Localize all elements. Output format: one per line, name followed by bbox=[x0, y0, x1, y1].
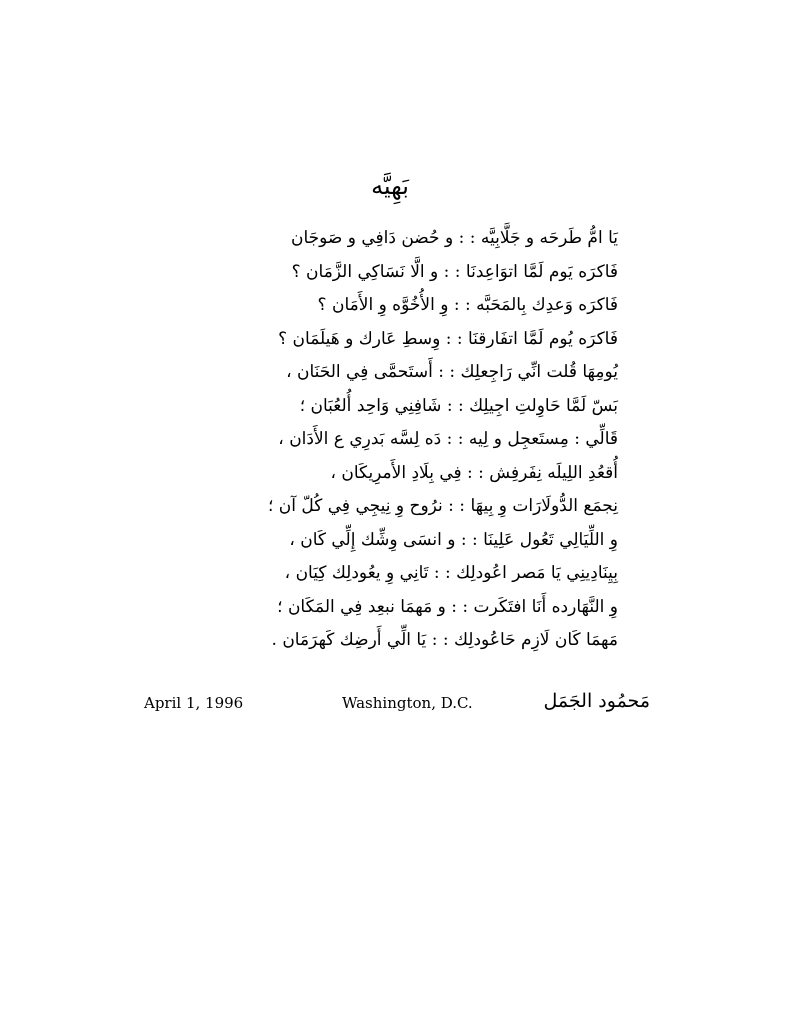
poem-line: أُقعُدِ اللِيلَه نِفَرفِش : : فِي بِلَادِ الأَمرِيكَان ، bbox=[330, 462, 618, 483]
poem-line: فَاكرَه يُوم لَمَّا اتفَارقنَا : : وِسطِ عَارك و هَيلَمَان ؟ bbox=[278, 328, 618, 349]
date-line: April 1, 1996 bbox=[144, 694, 244, 712]
poem-body bbox=[268, 222, 618, 658]
poem-line: وِ النَّهَارده أَنَا افتَكَرت : : و مَهمَا نبعِد فِي المَكَان ؛ bbox=[277, 596, 618, 617]
poem-line: فَاكرَه وَعدِك بِالمَحَبَّه : : وِ الأُخُوَّه وِ الأَمَان ؟ bbox=[317, 295, 618, 315]
poem-line: مَهمَا كَان لَازِم حَاعُودلِك : : يَا الِّي أَرضِك كَهرَمَان . bbox=[271, 630, 618, 650]
poem-line: يُومِهَا قُلت انِّي رَاجِعلِك : : أَستَحمَّى فِي الحَنَان ، bbox=[286, 362, 618, 382]
poem-line: نِجمَع الدُّولَارَات وِ بِيهَا : : نرُوح وِ نِيجِي فِي كُلّ آن ؛ bbox=[267, 496, 618, 516]
poem-line: قَالِّي : مِستَعجِل و لِيه : : دَه لِسَّه بَدرِي ع الأَدَان ، bbox=[278, 429, 618, 449]
poem-title: بَهِيَّه bbox=[371, 172, 409, 200]
author-signature: مَحمُود الجَمَل bbox=[543, 690, 650, 712]
place-line: Washington, D.C. bbox=[342, 694, 473, 712]
poem-line: بَسّ لَمَّا حَاوِلتِ اجِيلِك : : شَافِنِي وَاحِد أُلعُبَان ؛ bbox=[299, 395, 618, 416]
poem-line: فَاكرَه يَوم لَمَّا اتوَاعِدنَا : : و الَّا نَسَاكِي الزَّمَان ؟ bbox=[291, 261, 618, 282]
poem-line: بِيِنَادِينِي يَا مَصر اعُودلِك : : تَانِي وِ يعُودلِك كِيَان ، bbox=[284, 563, 618, 583]
poem-line: يَا امُّ طَرحَه و جَلَّابِيَّه : : و حُضن دَافِي و صَوجَان bbox=[290, 228, 618, 248]
poem-line: وِ اللِّيَالِي تَعُول عَلِينَا : : و انسَى وِشِّك إِلِّي كَان ، bbox=[289, 529, 618, 550]
